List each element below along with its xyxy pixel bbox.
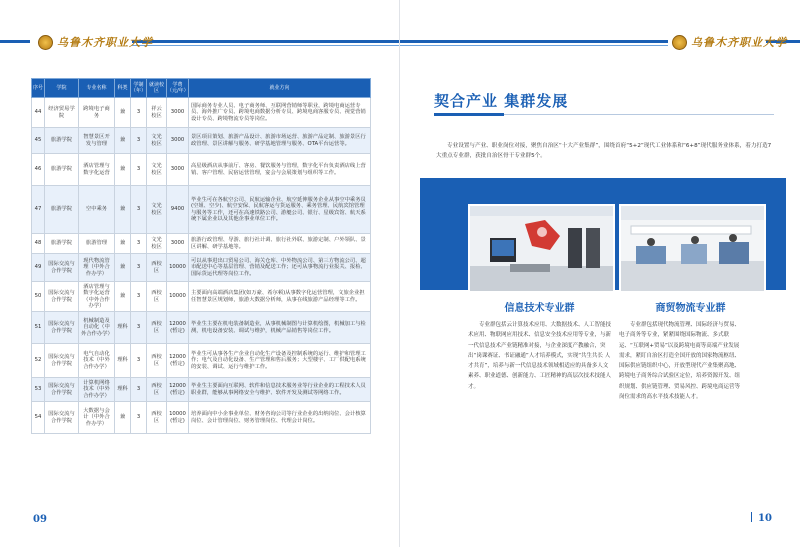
it-lab-illustration [470, 206, 613, 291]
logistics-lab-illustration [621, 206, 764, 291]
duration-cell: 3 [131, 154, 147, 186]
career-direction-cell: 景区项目策划、旅游产品设计、旅游市场运营、旅游产品定制、旅游景区行政管理、景区讲解与服务、研学基地管理与服务、OTA平台运营等。 [189, 128, 371, 154]
table-row [32, 344, 371, 378]
duration-cell: 3 [131, 402, 147, 434]
table-row [32, 378, 371, 402]
duration-cell: 3 [131, 234, 147, 254]
career-direction-cell: 高星级酒店从事前厅、客房、餐饮服务与管理，数字化平台负责酒店线上营销、客户管理、民宿运营管理，宴会与会展策划与组织等工作。 [189, 154, 371, 186]
campus-cell: 祥云校区 [147, 98, 167, 128]
school-seal-icon [38, 35, 53, 50]
table-row [32, 234, 371, 254]
category-cell: 理科 [115, 312, 131, 344]
duration-cell: 3 [131, 128, 147, 154]
college-cell: 国际交流与合作学院 [45, 402, 79, 434]
header-stripe [400, 40, 668, 43]
category-cell: 兼 [115, 154, 131, 186]
duration-cell: 3 [131, 344, 147, 378]
major-cell: 酒店管理与数字化运营（中外合作办学） [79, 282, 115, 312]
category-cell: 理科 [115, 344, 131, 378]
header-cell: 学院 [45, 79, 79, 98]
it-cluster-description: 专业群包括云计算技术应用、大数据技术、人工智能技术应用、物联网应用技术、信息安全技术应用等专业，与新一代信息技术产业链精准对接，与企业深度产教融合，突出“岗课赛证、书证融通”人才培养模式，实现“共生共长 人才共育”，培养与新一代信息技术领域相适应的具备多人文素养、职业道德、创新能力、工匠精神的高层次技术技能人才。 [468, 322, 612, 390]
fee-cell: 9400 [167, 186, 189, 234]
row-number: 47 [32, 186, 45, 234]
fee-cell: 3000 [167, 128, 189, 154]
duration-cell: 3 [131, 98, 147, 128]
school-seal-icon [672, 35, 687, 50]
logistics-cluster-description: 专业群包括现代物流管理、国际经济与贸易、电子商务等专业，紧紧围绕国际物流、多式联运、“互联网+贸易”以及跨境电商等高端产业发展需求，紧盯自治区打造全国开放的国家物流枢纽、国际供应链组织中心，开放型现代产业集聚高地、跨境电子商务综合试验区定位，培养资源开发、组织规划、供应链管理、贸易风控、跨境电商运营等岗位需求的高水平技术技能人才。 [619, 322, 741, 401]
header-cell: 科类 [115, 79, 131, 98]
header-stripe-thin [132, 45, 400, 46]
career-direction-cell: 毕业生主要面向互联网、软件和信息技术服务业等行业企业的工程技术人员职业群，能够从事网络安全与维护、软件开发及测试等网络工作。 [189, 378, 371, 402]
row-number: 45 [32, 128, 45, 154]
major-cell: 大数据与会计（中外合作办学） [79, 402, 115, 434]
header-cell: 就业方向 [189, 79, 371, 98]
fee-cell: 3000 [167, 98, 189, 128]
campus-cell: 西校区 [147, 402, 167, 434]
table-row [32, 282, 371, 312]
college-cell: 国际交流与合作学院 [45, 312, 79, 344]
major-cell: 现代物流管理（中外合作办学） [79, 254, 115, 282]
major-cell: 旅游管理 [79, 234, 115, 254]
table-row [32, 128, 371, 154]
header-cell: 就读校区 [147, 79, 167, 98]
section-intro: 专业设置与产业、职业岗位对接，聚焦自治区“十大产业集群”，围绕首府“5+2”现代工业体系和“6+8”现代服务业体系，着力打造7大重点专业群，获批自治区骨干专业群5个。 [436, 143, 772, 159]
row-number: 50 [32, 282, 45, 312]
majors-table [31, 78, 371, 434]
header-cell: 序号 [32, 79, 45, 98]
header-cell: 学费（元/年） [167, 79, 189, 98]
fee-cell: 12000(暂定) [167, 312, 189, 344]
title-underline [434, 114, 774, 115]
campus-cell: 西校区 [147, 254, 167, 282]
row-number: 49 [32, 254, 45, 282]
table-row [32, 186, 371, 234]
duration-cell: 3 [131, 254, 147, 282]
duration-cell: 3 [131, 186, 147, 234]
school-name: 乌鲁木齐职业大学 [691, 36, 787, 49]
table-row [32, 254, 371, 282]
header-stripe-thin [400, 45, 668, 46]
campus-cell: 西校区 [147, 344, 167, 378]
table-row [32, 312, 371, 344]
college-cell: 旅游学院 [45, 154, 79, 186]
row-number: 54 [32, 402, 45, 434]
duration-cell: 3 [131, 312, 147, 344]
campus-cell: 西校区 [147, 312, 167, 344]
fee-cell: 10000(暂定) [167, 402, 189, 434]
row-number: 51 [32, 312, 45, 344]
header-cell: 专业名称 [79, 79, 115, 98]
campus-cell: 文光校区 [147, 128, 167, 154]
row-number: 53 [32, 378, 45, 402]
major-cell: 电气自动化技术（中外合作办学） [79, 344, 115, 378]
table-row [32, 98, 371, 128]
college-cell: 国际交流与合作学院 [45, 378, 79, 402]
career-direction-cell: 培养面向中小企事业单位、财务咨询公司等行业企业的出纳岗位、会计核算岗位、会计管理岗位、财务管理岗位、代理会计岗位。 [189, 402, 371, 434]
category-cell: 兼 [115, 282, 131, 312]
school-name: 乌鲁木齐职业大学 [57, 36, 153, 49]
school-logo [38, 34, 153, 50]
major-cell: 机械制造及自动化（中外合作办学） [79, 312, 115, 344]
right-page [400, 0, 800, 547]
campus-cell: 西校区 [147, 282, 167, 312]
page-number-divider [751, 512, 752, 522]
major-cell: 空中乘务 [79, 186, 115, 234]
category-cell: 兼 [115, 234, 131, 254]
major-cell: 智慧景区开发与管理 [79, 128, 115, 154]
career-direction-cell: 毕业生可从事各生产企业自动化生产设备及控制系统的运行、维护和管理工作；电气及自动化设备、生产管理和售后服务；大型楼宇、工厂供配电系统的安装、调试、运行与维护工作。 [189, 344, 371, 378]
category-cell: 兼 [115, 186, 131, 234]
college-cell: 国际交流与合作学院 [45, 254, 79, 282]
header-stripe [132, 40, 400, 43]
career-direction-cell: 毕业生可在各航空公司、民航运输企业、航空延伸服务企业从事空中乘务员(空姐、空少)、航空安保、民航客运与货运服务、乘务管理、民航宾馆管理与服务等工作，还可在高速铁路公司、游艇公司、银行、星级宾馆、航天系统下属企业以及其他企事业单位工作。 [189, 186, 371, 234]
category-cell: 兼 [115, 98, 131, 128]
college-cell: 国际交流与合作学院 [45, 344, 79, 378]
fee-cell: 10000 [167, 254, 189, 282]
it-lab-photo [468, 204, 615, 293]
row-number: 46 [32, 154, 45, 186]
section-title: 契合产业 集群发展 [434, 92, 569, 110]
duration-cell: 3 [131, 378, 147, 402]
career-direction-cell: 国际商务专业人员、电子商务师、互联网营销师等职业，跨境电商运营专员、海外推广专员、跨境电商数据分析专员、跨境电商客服专员、视觉营销设计专员、跨境物流专员等岗位。 [189, 98, 371, 128]
row-number: 48 [32, 234, 45, 254]
career-direction-cell: 毕业生主要在机电装备制造业，从事机械制图与计算机绘图，机械加工与检测，机电设备安装、调试与维护，机械产品销售等岗位工作。 [189, 312, 371, 344]
category-cell: 兼 [115, 128, 131, 154]
row-number: 52 [32, 344, 45, 378]
campus-cell: 文光校区 [147, 186, 167, 234]
college-cell: 经济贸易学院 [45, 98, 79, 128]
career-direction-cell: 可以从事进出口贸易公司、海关仓库、中外物流公司、第三方物流公司、超市配送中心等基层管理、营销及配送工作；还可从事物流行业报关、报检、国际货运代理等岗位工作。 [189, 254, 371, 282]
college-cell: 旅游学院 [45, 186, 79, 234]
major-cell: 计算机网络技术（中外合作办学） [79, 378, 115, 402]
duration-cell: 3 [131, 282, 147, 312]
page-number-right [751, 512, 772, 524]
it-cluster-title: 信息技术专业群 [504, 303, 575, 314]
major-cell: 跨境电子商务 [79, 98, 115, 128]
table-row [32, 154, 371, 186]
college-cell: 旅游学院 [45, 234, 79, 254]
page-number-right-text: 10 [758, 513, 772, 524]
logistics-cluster-title: 商贸物流专业群 [655, 303, 726, 314]
logistics-lab-photo [619, 204, 766, 293]
career-direction-cell: 主要面向高端酒店集团(如万豪、希尔顿)从事数字化运营管理，文旅企业担任智慧景区规划师，旅游大数据分析师，从事在线旅游产品经理等工作。 [189, 282, 371, 312]
category-cell: 理科 [115, 378, 131, 402]
school-logo [672, 34, 787, 50]
fee-cell: 12000(暂定) [167, 378, 189, 402]
category-cell: 兼 [115, 402, 131, 434]
category-cell: 兼 [115, 254, 131, 282]
campus-cell: 文光校区 [147, 234, 167, 254]
page-number-left: 09 [33, 514, 47, 525]
career-direction-cell: 旅游行政管理、导游、旅行社计调、旅行社外联、旅游定制、户外领队、景区讲解、研学基地等。 [189, 234, 371, 254]
major-cell: 酒店管理与数字化运营 [79, 154, 115, 186]
header-stripe [0, 40, 30, 43]
table-header-row [32, 79, 371, 98]
row-number: 44 [32, 98, 45, 128]
table-row [32, 402, 371, 434]
fee-cell: 12000(暂定) [167, 344, 189, 378]
fee-cell: 3000 [167, 154, 189, 186]
header-cell: 学制（年） [131, 79, 147, 98]
fee-cell: 3000 [167, 234, 189, 254]
college-cell: 国际交流与合作学院 [45, 282, 79, 312]
fee-cell: 10000 [167, 282, 189, 312]
campus-cell: 文光校区 [147, 154, 167, 186]
campus-cell: 西校区 [147, 378, 167, 402]
college-cell: 旅游学院 [45, 128, 79, 154]
